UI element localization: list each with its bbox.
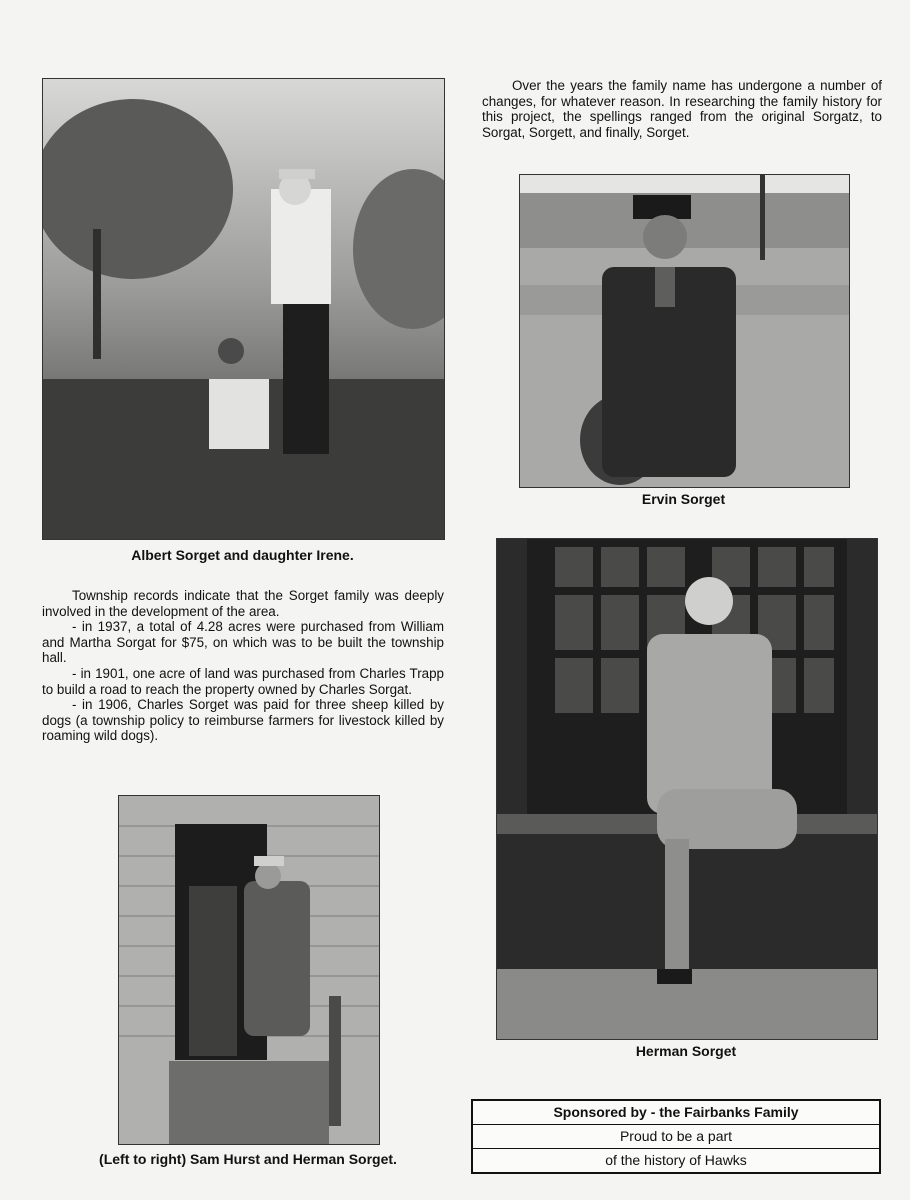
- caption-hurst: (Left to right) Sam Hurst and Herman Sorget.: [99, 1151, 397, 1167]
- sponsor-line-1: Sponsored by - the Fairbanks Family: [553, 1104, 799, 1120]
- sponsor-line-3: of the history of Hawks: [473, 1148, 879, 1172]
- caption-ervin: Ervin Sorget: [641, 491, 726, 507]
- intro-text: Over the years the family name has undergone a number of changes, for whatever reason. In researching the family history for this project, the spellings ranged from the original Sorgatz, to Sorgat, Sorgett, and finally, Sorget.: [482, 78, 882, 140]
- photo-herman-image: [497, 539, 877, 1039]
- photo-hurst-image: [119, 796, 379, 1144]
- caption-albert: Albert Sorget and daughter Irene.: [131, 547, 354, 563]
- township-paragraph: [42, 588, 444, 744]
- intro-paragraph: [482, 78, 882, 140]
- photo-ervin-sorget: [519, 174, 850, 488]
- photo-albert-sorget: [42, 78, 445, 540]
- photo-albert-image: [43, 79, 444, 539]
- sponsor-line-2: Proud to be a part: [473, 1124, 879, 1148]
- photo-ervin-image: [520, 175, 849, 487]
- caption-herman: Herman Sorget: [635, 1043, 737, 1059]
- township-item-1906: - in 1906, Charles Sorget was paid for three sheep killed by dogs (a township policy to reimburse farmers for livestock killed by roaming wild dogs).: [42, 697, 444, 744]
- township-item-1937: - in 1937, a total of 4.28 acres were purchased from William and Martha Sorgat for $75, on which was to be built the township hall.: [42, 619, 444, 666]
- township-intro: Township records indicate that the Sorget family was deeply involved in the development of the area.: [42, 588, 444, 619]
- photo-herman-sorget: [496, 538, 878, 1040]
- sponsor-box: [471, 1099, 881, 1174]
- photo-hurst-sorget: [118, 795, 380, 1145]
- township-item-1901: - in 1901, one acre of land was purchased from Charles Trapp to build a road to reach the property owned by Charles Sorgat.: [42, 665, 444, 697]
